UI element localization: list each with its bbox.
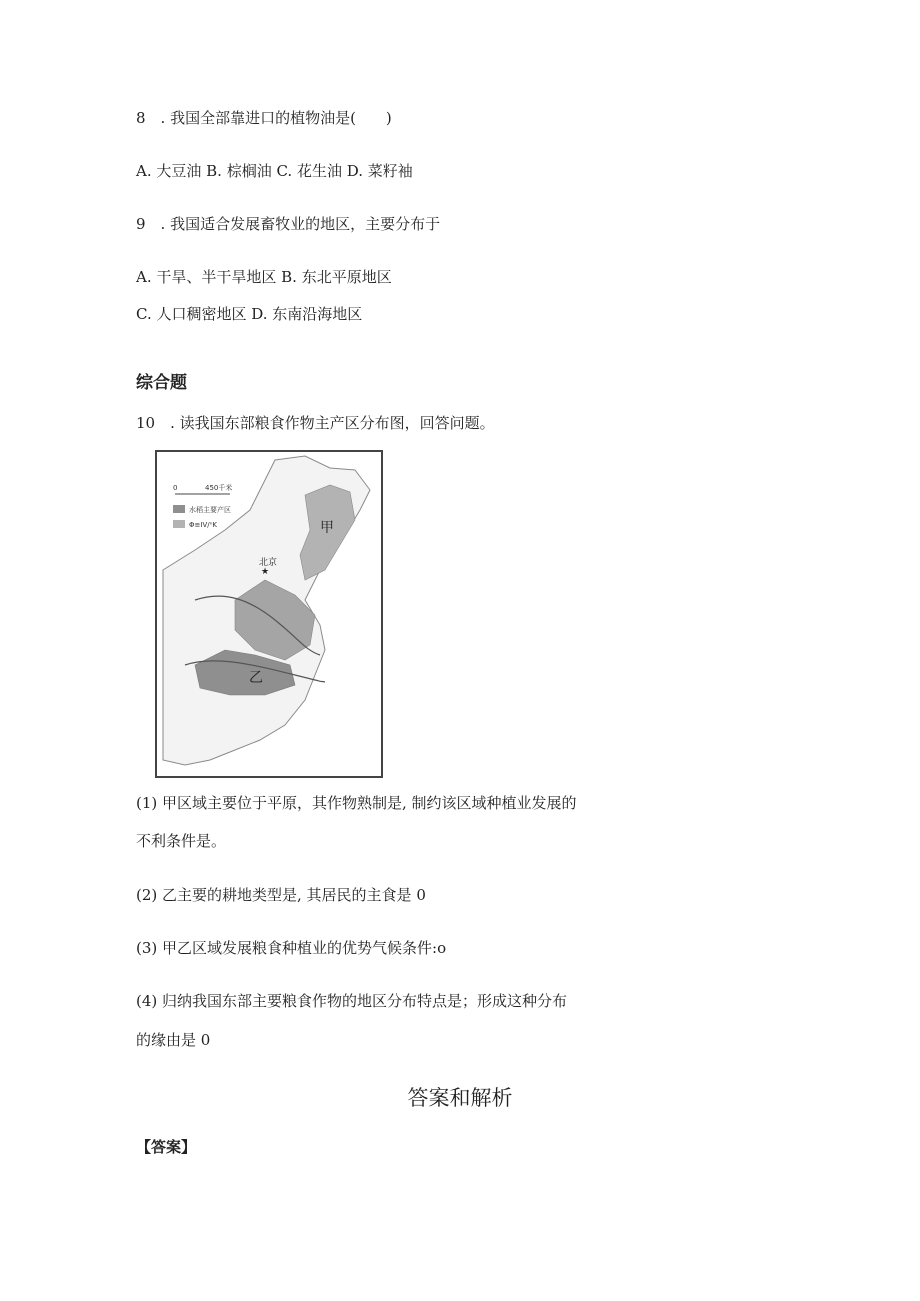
- region-jia-label: 甲: [320, 520, 334, 536]
- legend-rice-label: 水稻主要产区: [189, 506, 231, 514]
- q9-options-line2: C. 人口稠密地区 D. 东南沿海地区: [136, 305, 363, 323]
- scale-zero: 0: [173, 484, 178, 492]
- q10-sub4-line1: (4) 归纳我国东部主要粮食作物的地区分布特点是；形成这种分布: [136, 992, 568, 1010]
- q10-sub4-line2: 的缘由是 0: [136, 1031, 211, 1049]
- answer-title: 答案和解析: [407, 1086, 513, 1110]
- answer-label: 【答案】: [136, 1138, 197, 1156]
- q10-stem: 10 . 读我国东部粮食作物主产区分布图，回答问题。: [136, 414, 495, 432]
- scale-label: 450千米: [205, 484, 233, 492]
- q10-sub2: (2) 乙主要的耕地类型是, 其居民的主食是 0: [136, 886, 426, 904]
- q9-options-line1: A. 干旱、半干旱地区 B. 东北平原地区: [136, 268, 392, 286]
- legend-wheat-swatch: [173, 520, 185, 528]
- legend-rice-swatch: [173, 505, 185, 513]
- section-title: 综合题: [136, 373, 187, 393]
- q8-stem: 8 . 我国全部靠进口的植物油是( ): [136, 109, 392, 127]
- q10-sub1-line1: (1) 甲区域主要位于平原，其作物熟制是, 制约该区域种植业发展的: [136, 794, 577, 812]
- region-yi-label: 乙: [249, 670, 263, 686]
- q10-sub1-line2: 不利条件是。: [136, 832, 227, 850]
- city-star-icon: ★: [261, 567, 270, 577]
- q8-options: A. 大豆油 B. 棕榈油 C. 花生油 D. 菜籽袖: [136, 162, 413, 180]
- city-label: 北京: [259, 558, 278, 568]
- crop-region-map: [155, 450, 383, 778]
- q10-sub3: (3) 甲乙区域发展粮食种植业的优势气候条件:o: [136, 939, 447, 957]
- q9-stem: 9 . 我国适合发展畜牧业的地区，主要分布于: [136, 215, 441, 233]
- legend-wheat-label: Φ≡IV/ⁿK: [189, 521, 217, 529]
